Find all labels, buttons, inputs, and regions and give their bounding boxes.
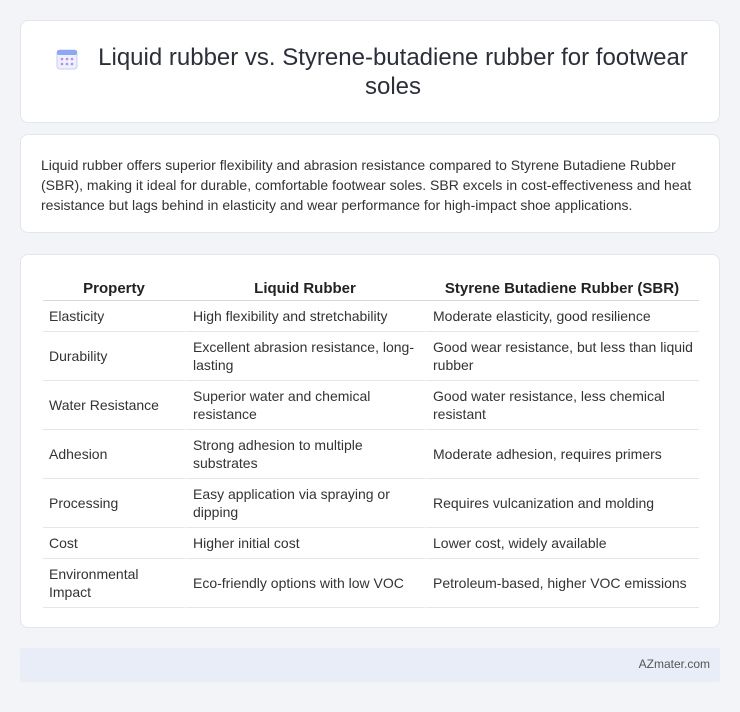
comparison-table (43, 275, 699, 608)
property-cell: Water Resistance (43, 381, 185, 430)
property-cell: Adhesion (43, 430, 185, 479)
sbr-cell: Requires vulcanization and molding (425, 479, 699, 528)
sbr-cell: Petroleum-based, higher VOC emissions (425, 559, 699, 608)
property-cell: Durability (43, 332, 185, 381)
table-row (43, 479, 699, 528)
liquid-rubber-cell: High flexibility and stretchability (185, 301, 425, 332)
sbr-cell: Moderate adhesion, requires primers (425, 430, 699, 479)
table-row (43, 430, 699, 479)
property-cell: Cost (43, 528, 185, 559)
summary-text: Liquid rubber offers superior flexibility and abrasion resistance compared to Styrene Butadiene Rubber (SBR), making it ideal for durable, comfortable footwear soles. SBR excels in cost-effectiveness and heat resistance but lags behind in elasticity and wear performance for high-impact shoe applications. (41, 157, 692, 213)
property-cell: Processing (43, 479, 185, 528)
liquid-rubber-cell: Easy application via spraying or dipping (185, 479, 425, 528)
page-title: Liquid rubber vs. Styrene-butadiene rubber for footwear soles (98, 44, 688, 100)
property-cell: Elasticity (43, 301, 185, 332)
table-header-row (43, 275, 699, 301)
liquid-rubber-cell: Eco-friendly options with low VOC (185, 559, 425, 608)
sbr-cell: Lower cost, widely available (425, 528, 699, 559)
footer-bar (20, 648, 720, 682)
table-row (43, 301, 699, 332)
table-row (43, 332, 699, 381)
sbr-cell: Good water resistance, less chemical resistant (425, 381, 699, 430)
title-wrap (51, 43, 699, 101)
footer-brand[interactable]: AZmater.com (638, 657, 710, 671)
property-cell: Environmental Impact (43, 559, 185, 608)
header-sbr: Styrene Butadiene Rubber (SBR) (425, 275, 699, 301)
table-card (20, 254, 720, 628)
sbr-cell: Good wear resistance, but less than liquid rubber (425, 332, 699, 381)
liquid-rubber-cell: Higher initial cost (185, 528, 425, 559)
liquid-rubber-cell: Strong adhesion to multiple substrates (185, 430, 425, 479)
summary-card (20, 134, 720, 233)
sbr-cell: Moderate elasticity, good resilience (425, 301, 699, 332)
title-card (20, 20, 720, 123)
header-liquid-rubber: Liquid Rubber (185, 275, 425, 301)
table-row (43, 381, 699, 430)
header-property: Property (43, 275, 185, 301)
liquid-rubber-cell: Excellent abrasion resistance, long-lasting (185, 332, 425, 381)
liquid-rubber-cell: Superior water and chemical resistance (185, 381, 425, 430)
table-row (43, 559, 699, 608)
table-row (43, 528, 699, 559)
